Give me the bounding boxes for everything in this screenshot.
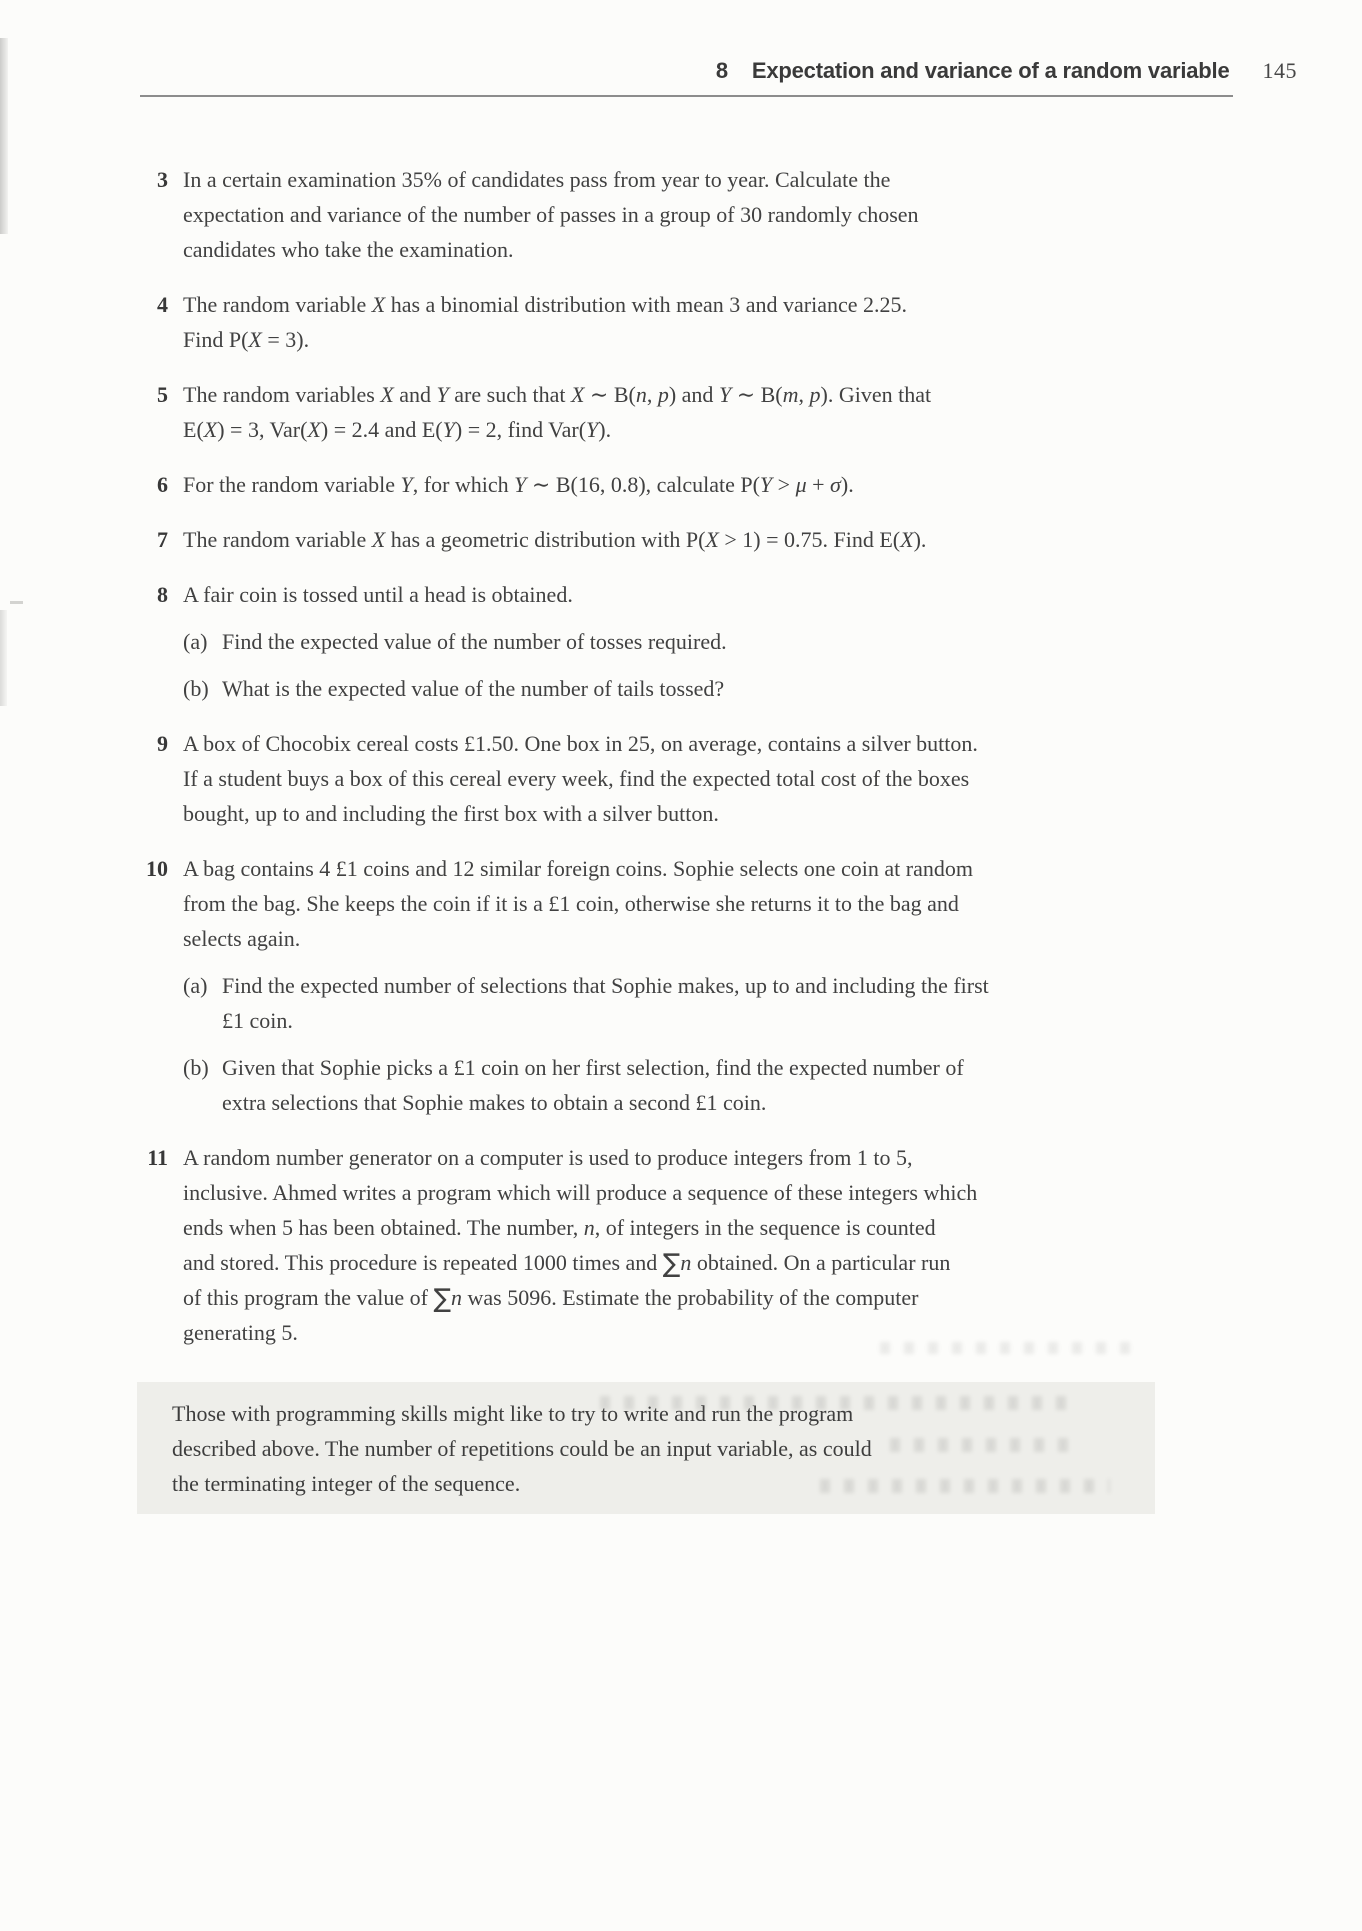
text-line: A fair coin is tossed until a head is obtained. bbox=[183, 582, 573, 607]
question-11 bbox=[0, 1140, 1362, 1350]
text-line: E(X) = 3, Var(X) = 2.4 and E(Y) = 2, find Var(Y). bbox=[183, 417, 612, 442]
question-8-part-a bbox=[183, 624, 1252, 659]
text-line: A box of Chocobix cereal costs £1.50. One box in 25, on average, contains a silver button. bbox=[183, 731, 978, 756]
question-4 bbox=[0, 287, 1362, 357]
note-text-line: the terminating integer of the sequence. bbox=[172, 1471, 521, 1496]
question-7-text bbox=[183, 522, 1213, 557]
question-body bbox=[183, 1140, 1362, 1350]
question-body bbox=[183, 467, 1362, 502]
question-10-text bbox=[183, 851, 1213, 956]
question-number: 9 bbox=[157, 731, 168, 756]
question-body bbox=[183, 577, 1362, 706]
question-number: 4 bbox=[157, 292, 168, 317]
text-line: The random variable X has a binomial distribution with mean 3 and variance 2.25. bbox=[183, 292, 907, 317]
question-10-part-a bbox=[183, 968, 1252, 1038]
sum-symbol: ∑ bbox=[662, 1249, 681, 1279]
subpart-label: (b) bbox=[183, 1055, 209, 1080]
text-line: (a) Find the expected value of the number of tosses required. bbox=[222, 624, 1252, 659]
question-body bbox=[183, 377, 1362, 447]
text-line: inclusive. Ahmed writes a program which will produce a sequence of these integers which bbox=[183, 1180, 978, 1205]
text-line: The random variables X and Y are such that X ∼ B(n, p) and Y ∼ B(m, p). Given that bbox=[183, 382, 932, 407]
question-8-part-b bbox=[183, 671, 1252, 706]
text-line: (b) Given that Sophie picks a £1 coin on her first selection, find the expected number of bbox=[222, 1050, 1252, 1085]
subpart-label: (b) bbox=[183, 676, 209, 701]
text-line: of this program the value of ∑n was 5096. Estimate the probability of the computer bbox=[183, 1284, 919, 1314]
note-text-line: described above. The number of repetitions could be an input variable, as could bbox=[172, 1436, 872, 1461]
chapter-title: Expectation and variance of a random variable bbox=[751, 58, 1230, 83]
text-line: and stored. This procedure is repeated 1000 times and ∑n obtained. On a particular run bbox=[183, 1249, 951, 1279]
sum-symbol: ∑ bbox=[433, 1284, 452, 1314]
question-7 bbox=[0, 522, 1362, 557]
text-line: ends when 5 has been obtained. The number, n, of integers in the sequence is counted bbox=[183, 1215, 936, 1240]
chapter-number: 8 bbox=[715, 58, 728, 83]
text-line: generating 5. bbox=[183, 1320, 298, 1345]
question-number: 7 bbox=[157, 527, 168, 552]
question-number: 10 bbox=[146, 856, 168, 881]
text-line: from the bag. She keeps the coin if it is a £1 coin, otherwise she returns it to the bag and bbox=[183, 891, 959, 916]
programming-note-box bbox=[137, 1382, 1155, 1514]
question-body bbox=[183, 851, 1362, 1120]
text-line: (b) What is the expected value of the number of tails tossed? bbox=[222, 671, 1252, 706]
question-8-text bbox=[183, 577, 1213, 612]
question-9 bbox=[0, 726, 1362, 831]
question-number: 3 bbox=[157, 167, 168, 192]
question-9-text bbox=[183, 726, 1213, 831]
text-line: candidates who take the examination. bbox=[183, 237, 514, 262]
question-number: 8 bbox=[157, 582, 168, 607]
text-line: The random variable X has a geometric distribution with P(X > 1) = 0.75. Find E(X). bbox=[183, 527, 927, 552]
text-line: selects again. bbox=[183, 926, 301, 951]
question-3 bbox=[0, 162, 1362, 267]
note-text-line: Those with programming skills might like to try to write and run the program bbox=[172, 1401, 854, 1426]
page-number: 145 bbox=[1262, 58, 1297, 83]
text-line: A bag contains 4 £1 coins and 12 similar foreign coins. Sophie selects one coin at random bbox=[183, 856, 974, 881]
text-line: If a student buys a box of this cereal every week, find the expected total cost of the boxes bbox=[183, 766, 970, 791]
text-line: extra selections that Sophie makes to obtain a second £1 coin. bbox=[222, 1090, 767, 1115]
question-body bbox=[183, 726, 1362, 831]
question-3-text bbox=[183, 162, 1213, 267]
question-5-text bbox=[183, 377, 1213, 447]
question-6-text bbox=[183, 467, 1213, 502]
question-body bbox=[183, 162, 1362, 267]
question-body bbox=[183, 287, 1362, 357]
subpart-label: (a) bbox=[183, 973, 208, 998]
text-line: For the random variable Y, for which Y ∼ B(16, 0.8), calculate P(Y > μ + σ). bbox=[183, 472, 854, 497]
question-10-part-b bbox=[183, 1050, 1252, 1120]
header-rule bbox=[140, 95, 1233, 97]
question-11-text bbox=[183, 1140, 1213, 1350]
question-5 bbox=[0, 377, 1362, 447]
question-body bbox=[183, 522, 1362, 557]
page-header bbox=[716, 58, 1297, 84]
text-line: A random number generator on a computer is used to produce integers from 1 to 5, bbox=[183, 1145, 913, 1170]
question-number: 11 bbox=[147, 1145, 168, 1170]
exercise-list bbox=[0, 162, 1362, 1370]
question-4-text bbox=[183, 287, 1213, 357]
question-number: 6 bbox=[157, 472, 168, 497]
text-line: (a) Find the expected number of selections that Sophie makes, up to and including the first bbox=[222, 968, 1252, 1003]
text-line: Find P(X = 3). bbox=[183, 327, 310, 352]
question-10 bbox=[0, 851, 1362, 1120]
question-8 bbox=[0, 577, 1362, 706]
text-line: £1 coin. bbox=[222, 1008, 293, 1033]
text-line: In a certain examination 35% of candidates pass from year to year. Calculate the bbox=[183, 167, 891, 192]
text-line: bought, up to and including the first box with a silver button. bbox=[183, 801, 719, 826]
subpart-label: (a) bbox=[183, 629, 208, 654]
question-6 bbox=[0, 467, 1362, 502]
text-line: expectation and variance of the number of passes in a group of 30 randomly chosen bbox=[183, 202, 919, 227]
question-number: 5 bbox=[157, 382, 168, 407]
